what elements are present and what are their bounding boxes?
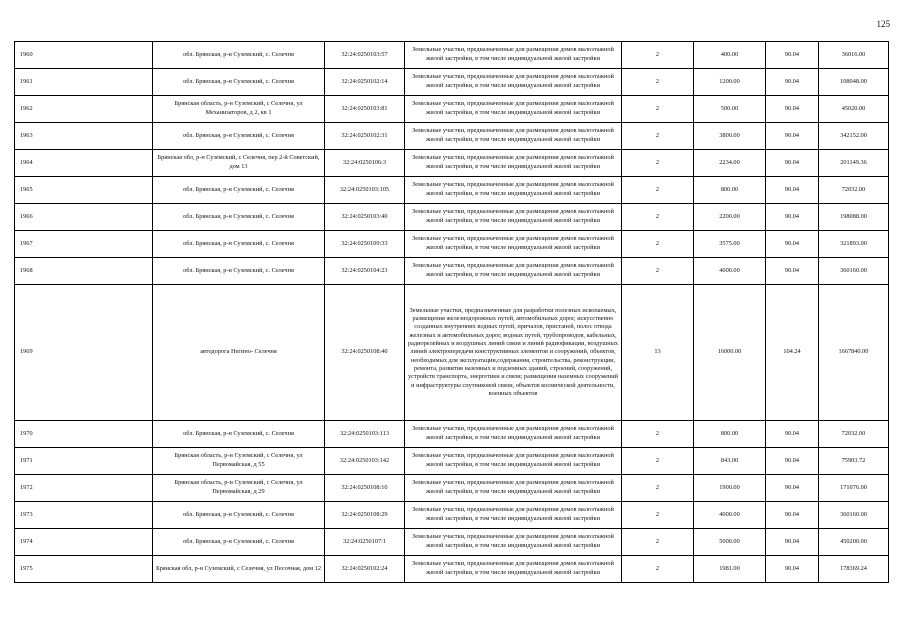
area-cell: 5000.00 bbox=[694, 529, 766, 556]
row-number: 1971 bbox=[15, 448, 153, 475]
address-cell: Брянская область, р-н Суземский, с Селечня, ул Первомайская, д 55 bbox=[153, 448, 325, 475]
address-cell: обл. Брянская, р-н Суземский, с. Селечня bbox=[153, 529, 325, 556]
table-row bbox=[15, 448, 889, 475]
area-cell: 2234.00 bbox=[694, 150, 766, 177]
row-number: 1969 bbox=[15, 285, 153, 421]
area-cell: 2200.00 bbox=[694, 204, 766, 231]
cadastral-number-cell: 32:24:0250108:29 bbox=[325, 502, 405, 529]
page-number: 125 bbox=[876, 19, 890, 29]
cadastral-number-cell: 32:24:0250106:3 bbox=[325, 150, 405, 177]
cadastral-value-cell: 450200.00 bbox=[819, 529, 889, 556]
land-use-cell: Земельные участки, предназначенные для размещения домов малоэтажной жилой застройки, в том числе индивидуальной жилой застройки bbox=[405, 475, 622, 502]
row-number: 1972 bbox=[15, 475, 153, 502]
specific-value-cell: 90.04 bbox=[766, 177, 819, 204]
group-code-cell: 2 bbox=[622, 96, 694, 123]
address-cell: Брянская обл, р-н Суземский, с Селечня, ул Песочная, дом 12 bbox=[153, 556, 325, 583]
area-cell: 3575.00 bbox=[694, 231, 766, 258]
address-cell: обл. Брянская, р-н Суземский, с. Селечня bbox=[153, 204, 325, 231]
area-cell: 500.00 bbox=[694, 96, 766, 123]
cadastral-value-cell: 198088.00 bbox=[819, 204, 889, 231]
row-number: 1964 bbox=[15, 150, 153, 177]
table-row bbox=[15, 69, 889, 96]
specific-value-cell: 90.04 bbox=[766, 448, 819, 475]
cadastral-value-cell: 201149.36 bbox=[819, 150, 889, 177]
cadastral-number-cell: 32:24:0250109:33 bbox=[325, 231, 405, 258]
table-row bbox=[15, 204, 889, 231]
table-row bbox=[15, 529, 889, 556]
table-row bbox=[15, 502, 889, 529]
cadastral-number-cell: 32:24:0250108:10 bbox=[325, 475, 405, 502]
group-code-cell: 2 bbox=[622, 502, 694, 529]
group-code-cell: 2 bbox=[622, 421, 694, 448]
row-number: 1963 bbox=[15, 123, 153, 150]
group-code-cell: 2 bbox=[622, 42, 694, 69]
address-cell: обл. Брянская, р-н Суземский, с. Селечня bbox=[153, 42, 325, 69]
specific-value-cell: 90.04 bbox=[766, 258, 819, 285]
cadastral-value-table bbox=[14, 41, 889, 583]
specific-value-cell: 90.04 bbox=[766, 556, 819, 583]
address-cell: обл. Брянская, р-н Суземский, с. Селечня bbox=[153, 69, 325, 96]
group-code-cell: 2 bbox=[622, 258, 694, 285]
row-number: 1966 bbox=[15, 204, 153, 231]
cadastral-value-cell: 1667840.00 bbox=[819, 285, 889, 421]
cadastral-value-cell: 171076.00 bbox=[819, 475, 889, 502]
cadastral-number-cell: 32:24:0250103:81 bbox=[325, 96, 405, 123]
specific-value-cell: 90.04 bbox=[766, 204, 819, 231]
cadastral-number-cell: 32:24:0250103:57 bbox=[325, 42, 405, 69]
land-use-cell: Земельные участки, предназначенные для разработки полезных ископаемых, размещения железнодорожных путей, автомобильных дорог, искусственно созданных внутренних водных путей, причалов, пристаней, полос отвода железных и автомобильных дорог, водных путей, трубопроводов, кабельных, радиорелейных и воздушных линий связи и линий радиофикации, воздушных линий электропередачи конструктивных элементов и сооружений, объектов, необходимых для эксплуатации,содержания, строительства, реконструкции, ремонта, развития наземных и подземных зданий, строений, сооружений, устройств транспорта, энергетики и связи; размещения наземных сооружений и инфраструктуры спутниковой связи, объектов космической деятельности, военных объектов bbox=[405, 285, 622, 421]
land-use-cell: Земельные участки, предназначенные для размещения домов малоэтажной жилой застройки, в том числе индивидуальной жилой застройки bbox=[405, 204, 622, 231]
group-code-cell: 2 bbox=[622, 177, 694, 204]
cadastral-value-cell: 75903.72 bbox=[819, 448, 889, 475]
group-code-cell: 2 bbox=[622, 448, 694, 475]
land-use-cell: Земельные участки, предназначенные для размещения домов малоэтажной жилой застройки, в том числе индивидуальной жилой застройки bbox=[405, 231, 622, 258]
area-cell: 3800.00 bbox=[694, 123, 766, 150]
area-cell: 800.00 bbox=[694, 421, 766, 448]
row-number: 1962 bbox=[15, 96, 153, 123]
area-cell: 400.00 bbox=[694, 42, 766, 69]
group-code-cell: 13 bbox=[622, 285, 694, 421]
cadastral-value-cell: 360160.00 bbox=[819, 258, 889, 285]
row-number: 1973 bbox=[15, 502, 153, 529]
address-cell: обл. Брянская, р-н Суземский, с. Селечня bbox=[153, 502, 325, 529]
cadastral-value-cell: 178369.24 bbox=[819, 556, 889, 583]
group-code-cell: 2 bbox=[622, 475, 694, 502]
cadastral-number-cell: 32:24:0250103:105 bbox=[325, 177, 405, 204]
group-code-cell: 2 bbox=[622, 529, 694, 556]
land-use-cell: Земельные участки, предназначенные для размещения домов малоэтажной жилой застройки, в том числе индивидуальной жилой застройки bbox=[405, 123, 622, 150]
cadastral-number-cell: 32:24:0250108:40 bbox=[325, 285, 405, 421]
table-row bbox=[15, 285, 889, 421]
land-use-cell: Земельные участки, предназначенные для размещения домов малоэтажной жилой застройки, в том числе индивидуальной жилой застройки bbox=[405, 556, 622, 583]
land-use-cell: Земельные участки, предназначенные для размещения домов малоэтажной жилой застройки, в том числе индивидуальной жилой застройки bbox=[405, 42, 622, 69]
cadastral-number-cell: 32:24:0250102:14 bbox=[325, 69, 405, 96]
land-use-cell: Земельные участки, предназначенные для размещения домов малоэтажной жилой застройки, в том числе индивидуальной жилой застройки bbox=[405, 177, 622, 204]
table-row bbox=[15, 556, 889, 583]
specific-value-cell: 104.24 bbox=[766, 285, 819, 421]
group-code-cell: 2 bbox=[622, 69, 694, 96]
area-cell: 1981.00 bbox=[694, 556, 766, 583]
land-use-cell: Земельные участки, предназначенные для размещения домов малоэтажной жилой застройки, в том числе индивидуальной жилой застройки bbox=[405, 69, 622, 96]
land-use-cell: Земельные участки, предназначенные для размещения домов малоэтажной жилой застройки, в том числе индивидуальной жилой застройки bbox=[405, 502, 622, 529]
cadastral-number-cell: 32:24:0250103:40 bbox=[325, 204, 405, 231]
specific-value-cell: 90.04 bbox=[766, 69, 819, 96]
specific-value-cell: 90.04 bbox=[766, 96, 819, 123]
table-body bbox=[15, 42, 889, 583]
cadastral-number-cell: 32:24:0250107:1 bbox=[325, 529, 405, 556]
table-row bbox=[15, 475, 889, 502]
cadastral-value-cell: 108048.00 bbox=[819, 69, 889, 96]
table-row bbox=[15, 258, 889, 285]
land-use-cell: Земельные участки, предназначенные для размещения домов малоэтажной жилой застройки, в том числе индивидуальной жилой застройки bbox=[405, 448, 622, 475]
row-number: 1970 bbox=[15, 421, 153, 448]
address-cell: обл. Брянская, р-н Суземский, с. Селечня bbox=[153, 177, 325, 204]
cadastral-number-cell: 32:24:0250102:31 bbox=[325, 123, 405, 150]
cadastral-number-cell: 32:24:0250102:24 bbox=[325, 556, 405, 583]
specific-value-cell: 90.04 bbox=[766, 421, 819, 448]
address-cell: обл. Брянская, р-н Суземский, с. Селечня bbox=[153, 258, 325, 285]
specific-value-cell: 90.04 bbox=[766, 475, 819, 502]
row-number: 1960 bbox=[15, 42, 153, 69]
address-cell: Брянская область, р-н Суземский, с Селечня, ул Первомайская, д 29 bbox=[153, 475, 325, 502]
specific-value-cell: 90.04 bbox=[766, 150, 819, 177]
group-code-cell: 2 bbox=[622, 123, 694, 150]
table-row bbox=[15, 123, 889, 150]
land-use-cell: Земельные участки, предназначенные для размещения домов малоэтажной жилой застройки, в том числе индивидуальной жилой застройки bbox=[405, 258, 622, 285]
address-cell: Брянская обл, р-н Суземский, с Селечня, пер 2-й Советский, дом 13 bbox=[153, 150, 325, 177]
cadastral-value-cell: 72032.00 bbox=[819, 177, 889, 204]
table-row bbox=[15, 150, 889, 177]
area-cell: 4000.00 bbox=[694, 258, 766, 285]
cadastral-value-cell: 36016.00 bbox=[819, 42, 889, 69]
table-row bbox=[15, 42, 889, 69]
group-code-cell: 2 bbox=[622, 556, 694, 583]
specific-value-cell: 90.04 bbox=[766, 123, 819, 150]
cadastral-number-cell: 32:24:0250104:23 bbox=[325, 258, 405, 285]
group-code-cell: 2 bbox=[622, 231, 694, 258]
address-cell: обл. Брянская, р-н Суземский, с. Селечня bbox=[153, 123, 325, 150]
cadastral-value-cell: 321893.00 bbox=[819, 231, 889, 258]
specific-value-cell: 90.04 bbox=[766, 502, 819, 529]
cadastral-value-cell: 342152.00 bbox=[819, 123, 889, 150]
specific-value-cell: 90.04 bbox=[766, 529, 819, 556]
cadastral-value-cell: 360160.00 bbox=[819, 502, 889, 529]
cadastral-number-cell: 32:24:0250103:113 bbox=[325, 421, 405, 448]
group-code-cell: 2 bbox=[622, 204, 694, 231]
area-cell: 843.00 bbox=[694, 448, 766, 475]
row-number: 1961 bbox=[15, 69, 153, 96]
area-cell: 1900.00 bbox=[694, 475, 766, 502]
row-number: 1968 bbox=[15, 258, 153, 285]
table-row bbox=[15, 421, 889, 448]
address-cell: Брянская область, р-н Суземский, с Селечня, ул Механизаторов, д 2, кв 1 bbox=[153, 96, 325, 123]
address-cell: обл. Брянская, р-н Суземский, с. Селечня bbox=[153, 231, 325, 258]
land-use-cell: Земельные участки, предназначенные для размещения домов малоэтажной жилой застройки, в том числе индивидуальной жилой застройки bbox=[405, 96, 622, 123]
area-cell: 4000.00 bbox=[694, 502, 766, 529]
land-use-cell: Земельные участки, предназначенные для размещения домов малоэтажной жилой застройки, в том числе индивидуальной жилой застройки bbox=[405, 529, 622, 556]
land-use-cell: Земельные участки, предназначенные для размещения домов малоэтажной жилой застройки, в том числе индивидуальной жилой застройки bbox=[405, 150, 622, 177]
specific-value-cell: 90.04 bbox=[766, 42, 819, 69]
cadastral-number-cell: 32:24:0250103:142 bbox=[325, 448, 405, 475]
row-number: 1967 bbox=[15, 231, 153, 258]
address-cell: обл. Брянская, р-н Суземский, с. Селечня bbox=[153, 421, 325, 448]
row-number: 1965 bbox=[15, 177, 153, 204]
area-cell: 16000.00 bbox=[694, 285, 766, 421]
cadastral-value-cell: 45020.00 bbox=[819, 96, 889, 123]
land-use-cell: Земельные участки, предназначенные для размещения домов малоэтажной жилой застройки, в том числе индивидуальной жилой застройки bbox=[405, 421, 622, 448]
specific-value-cell: 90.04 bbox=[766, 231, 819, 258]
table-row bbox=[15, 177, 889, 204]
group-code-cell: 2 bbox=[622, 150, 694, 177]
row-number: 1975 bbox=[15, 556, 153, 583]
cadastral-value-cell: 72032.00 bbox=[819, 421, 889, 448]
area-cell: 800.00 bbox=[694, 177, 766, 204]
row-number: 1974 bbox=[15, 529, 153, 556]
address-cell: автодорога Негино- Селечня bbox=[153, 285, 325, 421]
table-row bbox=[15, 231, 889, 258]
table-row bbox=[15, 96, 889, 123]
area-cell: 1200.00 bbox=[694, 69, 766, 96]
